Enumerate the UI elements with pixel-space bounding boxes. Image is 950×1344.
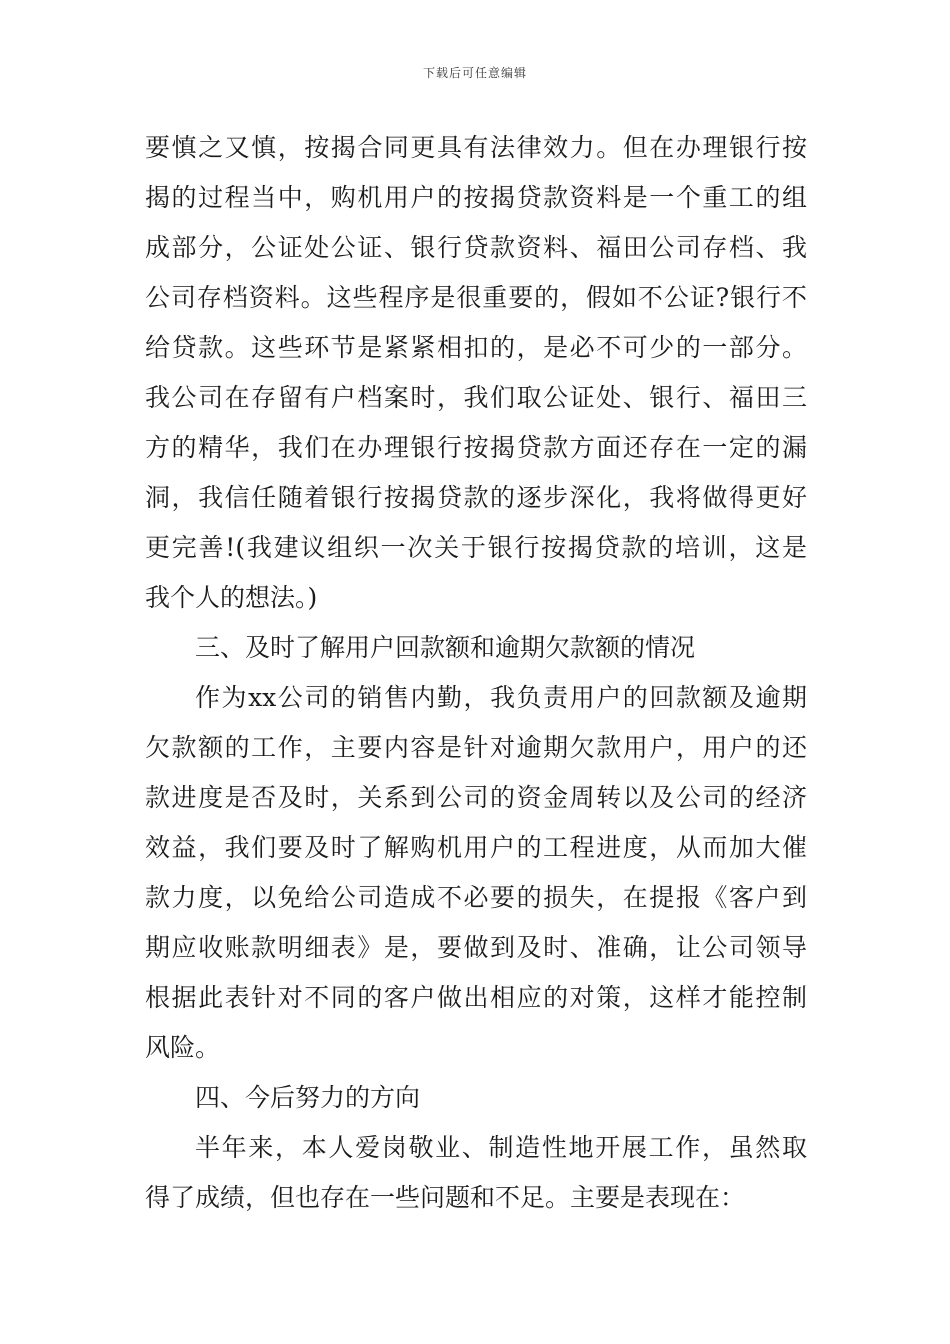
section-heading: 三、及时了解用户回款额和逾期欠款额的情况: [195, 633, 696, 662]
text-line: 风险。: [145, 1033, 221, 1062]
section-heading: 四、今后努力的方向: [195, 1083, 421, 1112]
text-line: 公司存档资料。这些程序是很重要的，假如不公证?银行不: [145, 283, 807, 312]
text-line: 更完善!(我建议组织一次关于银行按揭贷款的培训，这是: [145, 533, 807, 562]
document-body: [145, 123, 807, 1223]
text-line: 欠款额的工作，主要内容是针对逾期欠款用户，用户的还: [145, 733, 807, 762]
text-line: 成部分，公证处公证、银行贷款资料、福田公司存档、我: [145, 233, 807, 262]
text-line: 要慎之又慎，按揭合同更具有法律效力。但在办理银行按: [145, 133, 807, 162]
text-line: 给贷款。这些环节是紧紧相扣的，是必不可少的一部分。: [145, 333, 807, 362]
paragraph: [145, 1123, 807, 1223]
text-line: 方的精华，我们在办理银行按揭贷款方面还存在一定的漏: [145, 433, 807, 462]
text-line: 半年来，本人爱岗敬业、制造性地开展工作，虽然取: [195, 1133, 807, 1162]
text-line: 根据此表针对不同的客户做出相应的对策，这样才能控制: [145, 983, 807, 1012]
text-line: 期应收账款明细表》是，要做到及时、准确，让公司领导: [145, 933, 807, 962]
paragraph: [145, 673, 807, 1073]
text-line: 得了成绩，但也存在一些问题和不足。主要是表现在：: [145, 1183, 746, 1212]
text-line: 我个人的想法。): [145, 583, 318, 612]
text-line: 款进度是否及时，关系到公司的资金周转以及公司的经济: [145, 783, 807, 812]
text-line: 洞，我信任随着银行按揭贷款的逐步深化，我将做得更好: [145, 483, 807, 512]
text-line: 作为xx公司的销售内勤，我负责用户的回款额及逾期: [195, 683, 807, 712]
page-header-note: 下载后可任意编辑: [422, 66, 527, 80]
paragraph: [145, 123, 807, 623]
text-line: 效益，我们要及时了解购机用户的工程进度，从而加大催: [145, 833, 807, 862]
text-line: 揭的过程当中，购机用户的按揭贷款资料是一个重工的组: [145, 183, 807, 212]
text-line: 款力度，以免给公司造成不必要的损失，在提报《客户到: [145, 883, 807, 912]
text-line: 我公司在存留有户档案时，我们取公证处、银行、福田三: [145, 383, 807, 412]
